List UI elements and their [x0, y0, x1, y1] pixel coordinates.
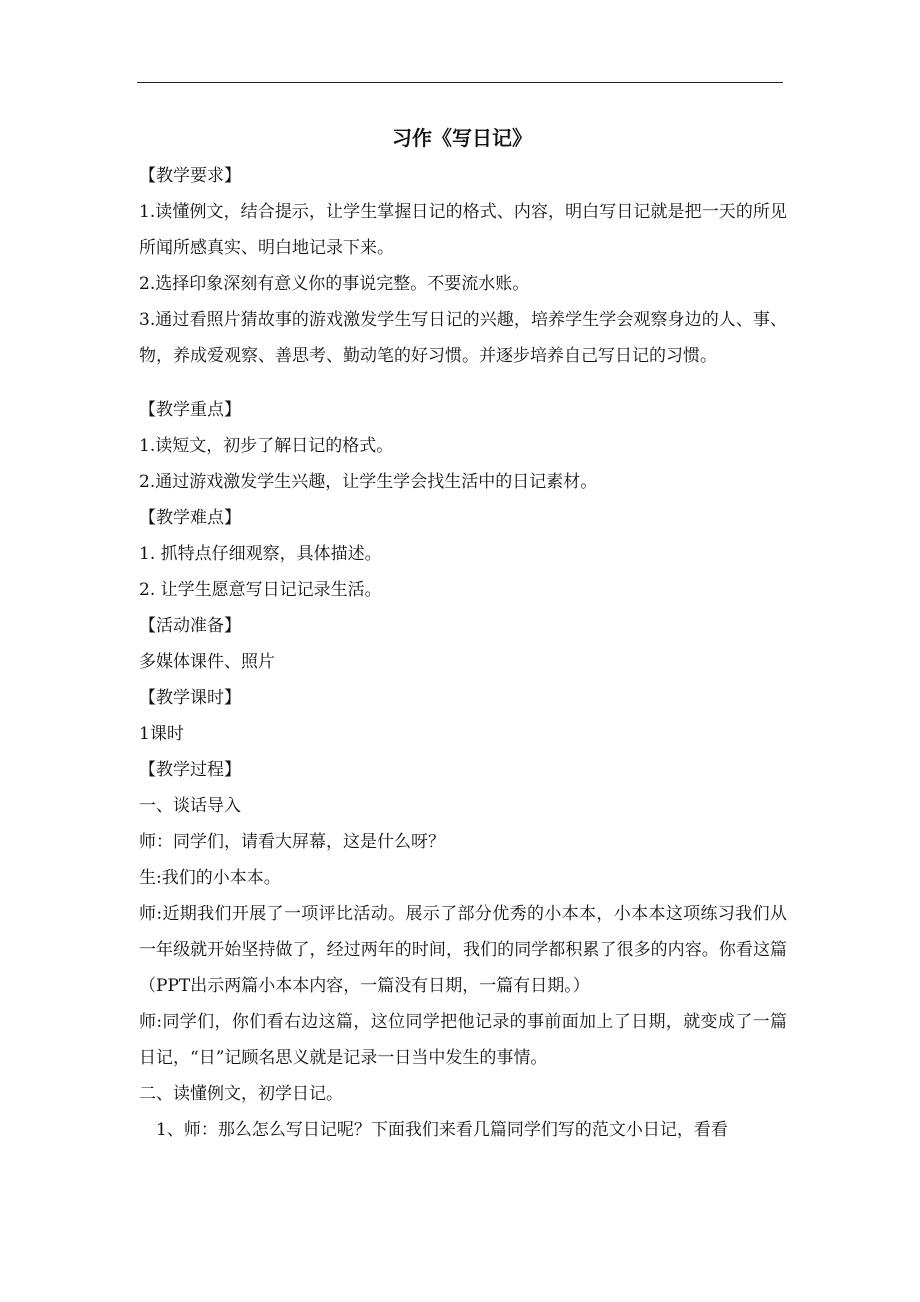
key-point-item-1: 1.读短文，初步了解日记的格式。	[139, 436, 394, 456]
section-heading-process: 【教学过程】	[139, 760, 241, 780]
process-line-6: 二、读懂例文，初学日记。	[139, 1084, 343, 1104]
section-heading-class-hours: 【教学课时】	[139, 688, 241, 708]
requirement-item-3: 3.通过看照片猜故事的游戏激发学生写日记的兴趣，培养学生学会观察身边的人、事、物，养成爱观察、善思考、勤动笔的好习惯。并逐步培养自己写日记的习惯。	[139, 310, 787, 366]
section-heading-difficulties: 【教学难点】	[139, 508, 241, 528]
document-body	[139, 118, 787, 1148]
requirement-item-2: 2.选择印象深刻有意义你的事说完整。不要流水账。	[139, 274, 530, 294]
section-heading-preparation: 【活动准备】	[139, 616, 241, 636]
preparation-text: 多媒体课件、照片	[139, 652, 275, 672]
page-title: 习作《写日记》	[392, 126, 532, 150]
spacer	[139, 374, 787, 392]
difficulty-item-2: 2. 让学生愿意写日记记录生活。	[139, 580, 382, 600]
process-line-1: 一、谈话导入	[139, 796, 241, 816]
process-line-3: 生:我们的小本本。	[139, 868, 281, 888]
header-rule	[137, 82, 783, 83]
requirement-item-1: 1.读懂例文，结合提示，让学生掌握日记的格式、内容，明白写日记就是把一天的所见所闻所感真实、明白地记录下来。	[139, 202, 787, 258]
process-line-2: 师：同学们，请看大屏幕，这是什么呀？	[139, 832, 445, 852]
process-line-4: 师:近期我们开展了一项评比活动。展示了部分优秀的小本本，小本本这项练习我们从一年级就开始坚持做了，经过两年的时间，我们的同学都积累了很多的内容。你看这篇（PPT出示两篇小本本内容，一篇没有日期，一篇有日期。）	[139, 904, 787, 996]
key-point-item-2: 2.通过游戏激发学生兴趣，让学生学会找生活中的日记素材。	[139, 472, 598, 492]
section-heading-requirements: 【教学要求】	[139, 166, 241, 186]
section-heading-key-points: 【教学重点】	[139, 400, 241, 420]
class-hours-text: 1课时	[139, 724, 184, 744]
process-line-5: 师:同学们，你们看右边这篇，这位同学把他记录的事前面加上了日期，就变成了一篇日记，“日”记顾名思义就是记录一日当中发生的事情。	[139, 1012, 787, 1068]
difficulty-item-1: 1. 抓特点仔细观察，具体描述。	[139, 544, 382, 564]
process-line-7: 1、师：那么怎么写日记呢？下面我们来看几篇同学们写的范文小日记，看看	[156, 1120, 728, 1140]
